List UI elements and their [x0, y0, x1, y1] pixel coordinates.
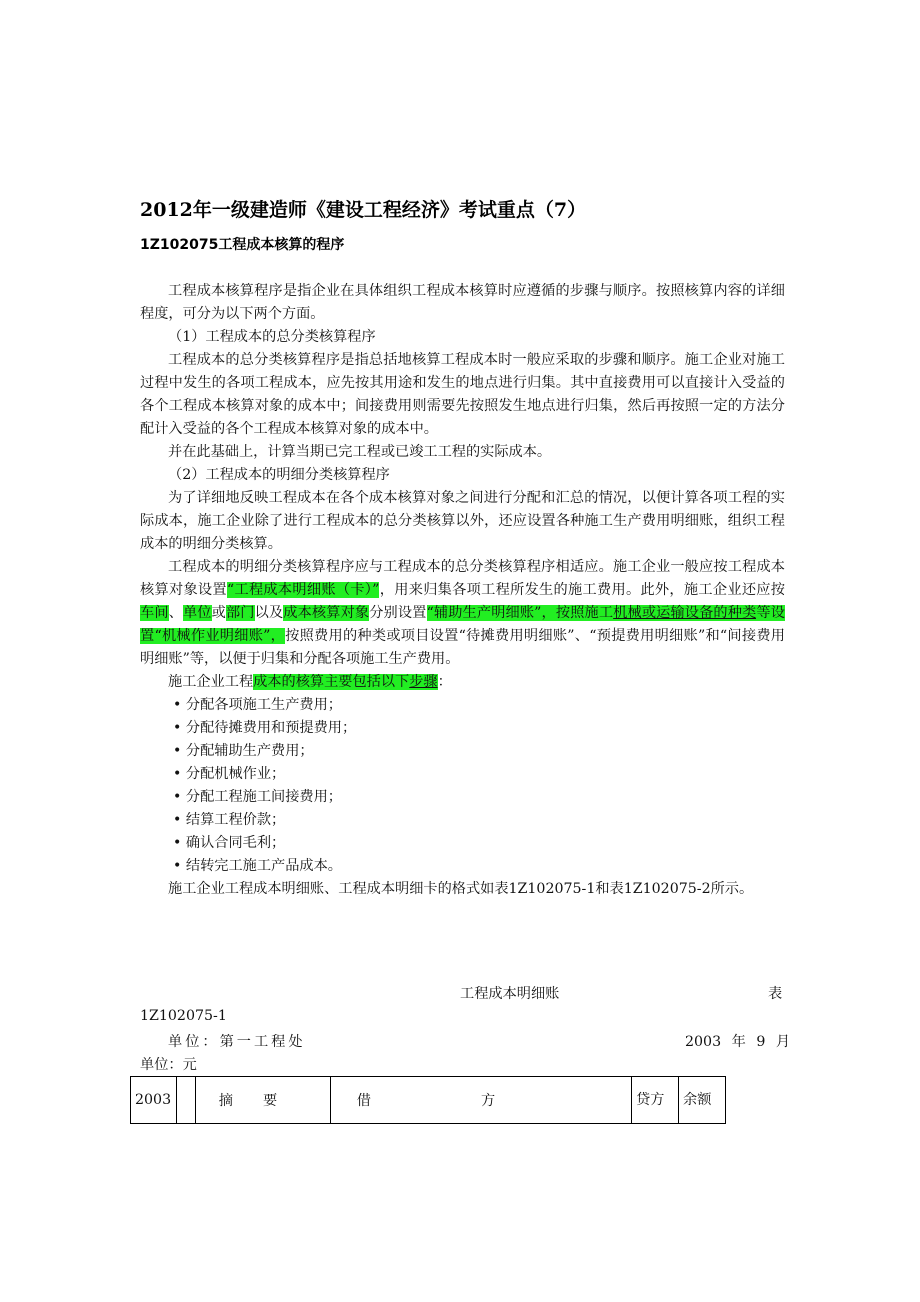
text-segment: 施工企业工程	[168, 674, 254, 690]
header-debit: 借方	[331, 1077, 632, 1124]
highlight-segment: “辅助生产明细账”，	[426, 605, 556, 621]
table-unit-department: 单位：第一工程处	[168, 1034, 306, 1050]
text-segment: ，用来归集各项工程所发生的施工费用。此外，施工企业还应按	[379, 582, 785, 598]
paragraph-detail-accounts	[140, 556, 785, 671]
text-segment: 工程成本的明细分类核算程序应与工程成本的总分类核算程序相适应。施工企业一般应按工程成本核算对象设置	[140, 559, 785, 598]
highlight-underline-segment: 机械或运输设备的种类	[613, 605, 757, 621]
text-segment: 分别设置	[369, 605, 427, 621]
cost-ledger-table	[130, 1076, 726, 1124]
highlight-segment: 按照施工	[555, 605, 614, 621]
list-item: • 分配各项施工生产费用；	[140, 694, 785, 717]
subheading-detail-procedure: （2）工程成本的明细分类核算程序	[168, 467, 390, 483]
header-blank	[177, 1077, 196, 1124]
list-item: • 分配工程施工间接费用；	[140, 786, 785, 809]
header-year: 2003	[131, 1077, 177, 1124]
paragraph-detail-purpose: 为了详细地反映工程成本在各个成本核算对象之间进行分配和汇总的情况，以便计算各项工程的实际成本，施工企业除了进行工程成本的总分类核算以外，还应设置各种施工生产费用明细账，组织工程成本的明细分类核算。	[140, 490, 785, 552]
list-item: • 结转完工施工产品成本。	[140, 855, 785, 878]
header-credit: 贷方	[632, 1077, 679, 1124]
highlight-segment: 单位	[182, 605, 212, 621]
header-summary: 摘要	[196, 1077, 331, 1124]
list-item: • 分配辅助生产费用；	[140, 740, 785, 763]
list-item: • 确认合同毛利；	[140, 832, 785, 855]
text-segment: 以及	[254, 605, 284, 621]
table-header-row	[131, 1077, 726, 1124]
list-item: • 分配待摊费用和预提费用；	[140, 717, 785, 740]
highlight-segment: 部门	[225, 605, 255, 621]
table-caption-label: 表	[768, 986, 783, 1002]
subheading-general-procedure: （1）工程成本的总分类核算程序	[168, 329, 376, 345]
paragraph-actual-cost: 并在此基础上，计算当期已完工程或已竣工工程的实际成本。	[168, 444, 552, 460]
steps-list	[140, 694, 785, 878]
paragraph-intro: 工程成本核算程序是指企业在具体组织工程成本核算时应遵循的步骤与顺序。按照核算内容的详细程度，可分为以下两个方面。	[140, 283, 785, 322]
list-item: • 分配机械作业；	[140, 763, 785, 786]
text-segment: 或	[211, 605, 226, 621]
highlight-segment: “工程成本明细账（卡）”	[226, 582, 380, 598]
header-balance: 余额	[679, 1077, 726, 1124]
highlight-segment: 成本的核算主要包括以下	[253, 674, 410, 690]
text-segment: 按照费用的种类或项目设置“待摊费用明细账”、“预提费用明细账”和“间接费用明细账”等，以便于归集和分配各项施工生产费用。	[140, 628, 785, 667]
highlight-segment: ，	[270, 628, 286, 644]
paragraph-table-reference: 施工企业工程成本明细账、工程成本明细卡的格式如表1Z102075-1和表1Z102075-2所示。	[168, 881, 754, 897]
list-item: • 结算工程价款；	[140, 809, 785, 832]
document-title: 2012年一级建造师《建设工程经济》考试重点（7）	[140, 199, 587, 221]
table-date: 2003 年 9 月	[685, 1034, 791, 1050]
text-segment: ：	[437, 674, 452, 690]
table-unit-currency: 单位：元	[140, 1057, 197, 1073]
highlight-segment: 车间	[140, 605, 169, 621]
text-segment: 、	[168, 605, 183, 621]
document-body	[140, 280, 785, 901]
table-caption-number: 1Z102075-1	[140, 1008, 227, 1024]
highlight-segment: 成本核算对象	[283, 605, 370, 621]
paragraph-general-procedure: 工程成本的总分类核算程序是指总括地核算工程成本时一般应采取的步骤和顺序。施工企业对施工过程中发生的各项工程成本，应先按其用途和发生的地点进行归集。其中直接费用可以直接计入受益的各个工程成本核算对象的成本中；间接费用则需要先按照发生地点进行归集，然后再按照一定的方法分配计入受益的各个工程成本核算对象的成本中。	[140, 352, 785, 437]
paragraph-steps-intro	[140, 671, 785, 694]
highlight-underline-segment: 步骤	[409, 674, 438, 690]
text-segment: 等设置“机械作业明细账”	[140, 605, 785, 644]
table-caption-title: 工程成本明细账	[460, 986, 560, 1002]
section-title: 1Z102075工程成本核算的程序	[140, 237, 345, 253]
